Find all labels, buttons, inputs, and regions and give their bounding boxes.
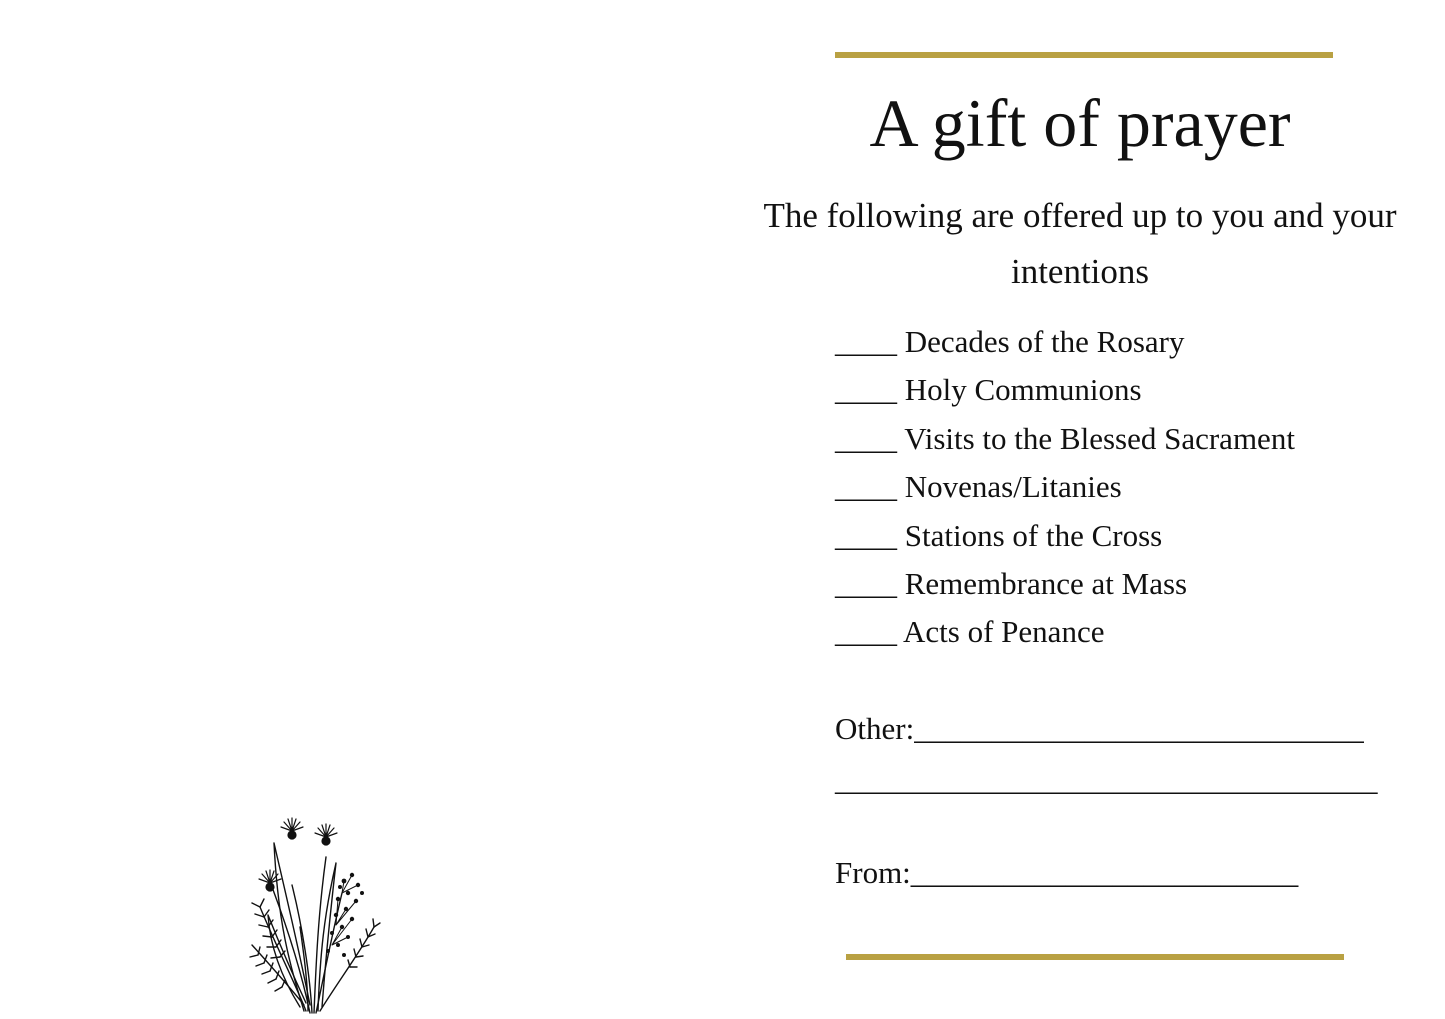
list-item: ____ Decades of the Rosary xyxy=(835,324,1185,359)
list-item: ____ Acts of Penance xyxy=(835,614,1105,650)
top-gold-divider xyxy=(835,52,1333,58)
list-item: ____ Visits to the Blessed Sacrament xyxy=(835,420,1295,456)
other-field-continuation: ___________________________________ xyxy=(835,762,1378,797)
other-field: Other:_____________________________ xyxy=(835,711,1364,746)
card-subtitle: The following are offered up to you and your intentions xyxy=(763,196,1397,291)
list-item: ____ Remembrance at Mass xyxy=(835,565,1188,601)
prayer-offering-list xyxy=(835,318,1295,657)
bottom-gold-divider xyxy=(846,954,1344,960)
wildflower-bouquet-icon xyxy=(240,815,385,1015)
list-item: ____ Holy Communions xyxy=(835,372,1142,408)
list-item: ____ Stations of the Cross xyxy=(835,517,1163,553)
list-item: ____ Novenas/Litanies xyxy=(835,469,1122,505)
card-title: A gift of prayer xyxy=(869,85,1291,161)
from-field: From:_________________________ xyxy=(835,855,1299,890)
